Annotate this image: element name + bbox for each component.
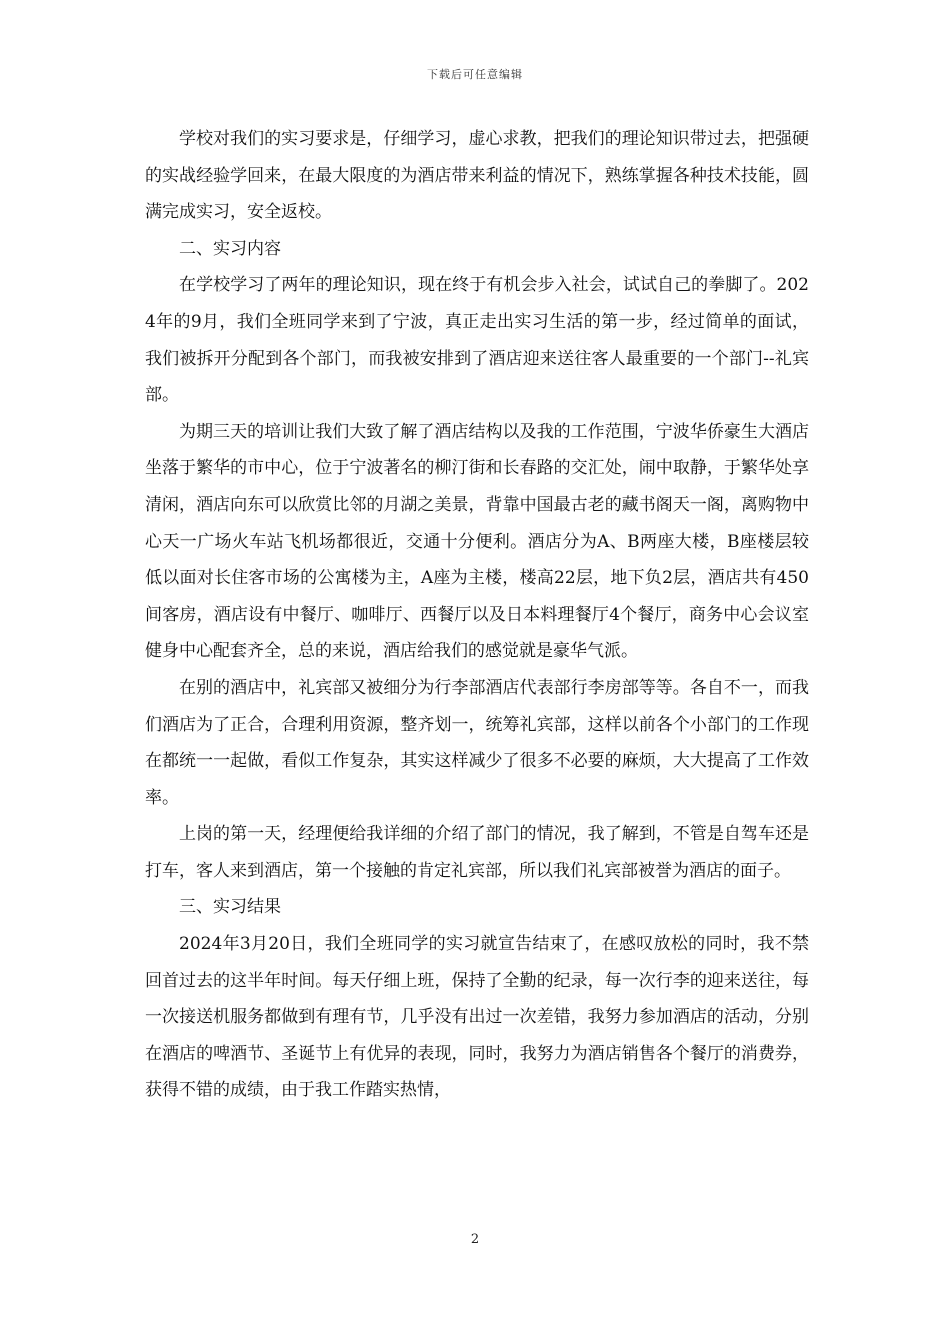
paragraph-arrival-ningbo: 在学校学习了两年的理论知识，现在终于有机会步入社会，试试自己的拳脚了。2024年的9月，我们全班同学来到了宁波，真正走出实习生活的第一步，经过简单的面试，我们被拆开分配到各个部门，而我被安排到了酒店迎来送往客人最重要的一个部门--礼宾部。 [145, 275, 809, 406]
section-heading-internship-content: 二、实习内容 [179, 238, 281, 259]
paragraph-first-day: 上岗的第一天，经理便给我详细的介绍了部门的情况，我了解到，不管是自驾车还是打车，客人来到酒店，第一个接触的肯定礼宾部，所以我们礼宾部被誉为酒店的面子。 [145, 824, 809, 881]
paragraph-hotel-description: 为期三天的培训让我们大致了解了酒店结构以及我的工作范围，宁波华侨豪生大酒店坐落于繁华的市中心，位于宁波著名的柳汀街和长春路的交汇处，闹中取静，于繁华处享清闲，酒店向东可以欣赏比邻的月湖之美景，背靠中国最古老的藏书阁天一阁，离购物中心天一广场火车站飞机场都很近，交通十分便利。酒店分为A、B两座大楼，B座楼层较低以面对长住客市场的公寓楼为主，A座为主楼，楼高22层，地下负2层，酒店共有450间客房，酒店设有中餐厅、咖啡厅、西餐厅以及日本料理餐厅4个餐厅，商务中心会议室健身中心配套齐全，总的来说，酒店给我们的感觉就是豪华气派。 [145, 421, 809, 662]
document-body [145, 121, 809, 1109]
page-number: 2 [470, 1232, 480, 1247]
paragraph-internship-end: 2024年3月20日，我们全班同学的实习就宣告结束了，在感叹放松的同时，我不禁回首过去的这半年时间。每天仔细上班，保持了全勤的纪录，每一次行李的迎来送往，每一次接送机服务都做到有理有节，几乎没有出过一次差错，我努力参加酒店的活动，分别在酒店的啤酒节、圣诞节上有优异的表现，同时，我努力为酒店销售各个餐厅的消费券，获得不错的成绩，由于我工作踏实热情， [145, 934, 809, 1101]
section-heading-internship-results: 三、实习结果 [179, 897, 281, 918]
paragraph-concierge-structure: 在别的酒店中，礼宾部又被细分为行李部酒店代表部行李房部等等。各自不一，而我们酒店为了正合，合理利用资源，整齐划一，统筹礼宾部，这样以前各个小部门的工作现在都统一一起做，看似工作复杂，其实这样减少了很多不必要的麻烦，大大提高了工作效率。 [145, 677, 809, 808]
paragraph-internship-requirements: 学校对我们的实习要求是，仔细学习，虚心求教，把我们的理论知识带过去，把强硬的实战经验学回来，在最大限度的为酒店带来利益的情况下，熟练掌握各种技术技能，圆满完成实习，安全返校。 [145, 129, 809, 223]
header-note: 下载后可任意编辑 [427, 68, 523, 81]
